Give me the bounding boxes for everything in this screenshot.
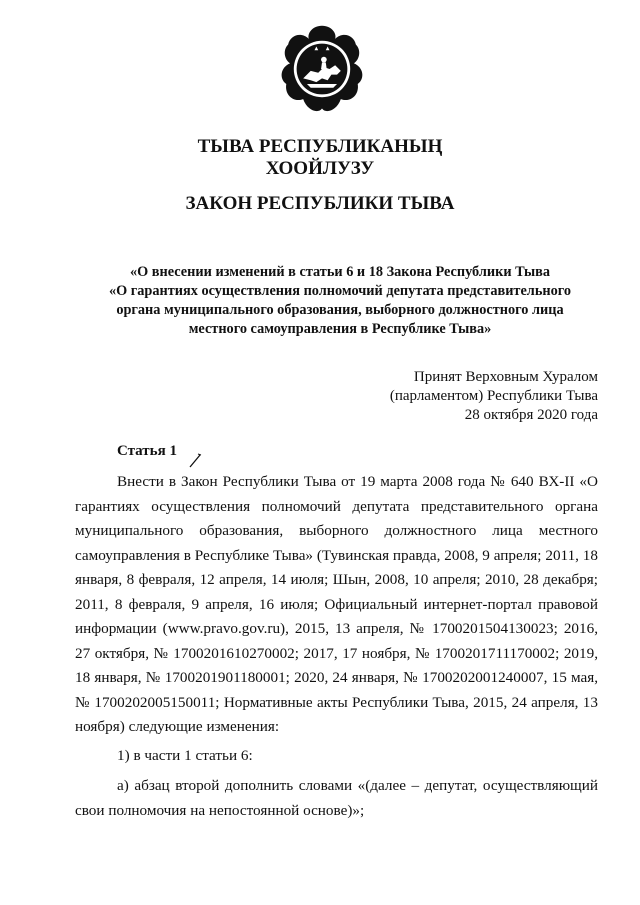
- article-body: [75, 470, 598, 823]
- subject-line: местного самоуправления в Республике Тыва»: [188, 321, 492, 337]
- law-subject: [80, 263, 600, 339]
- header-line-1: ТЫВА РЕСПУБЛИКАНЫҢ: [197, 136, 443, 157]
- subject-line: «О гарантиях осуществления полномочий депутата представительного: [108, 283, 572, 299]
- adoption-date: 28 октября 2020 года: [464, 407, 598, 423]
- pen-mark-icon: [188, 452, 202, 468]
- subject-line: органа муниципального образования, выборного должностного лица: [116, 302, 564, 318]
- adoption-line: (парламентом) Республики Тыва: [389, 388, 598, 404]
- header-line-2: ХООЙЛУЗУ: [265, 158, 375, 179]
- adoption-note: [390, 368, 598, 425]
- article-heading: Статья 1: [117, 443, 177, 459]
- article-item-1: 1) в части 1 статьи 6:: [117, 746, 253, 764]
- adoption-line: Принят Верховным Хуралом: [413, 369, 598, 385]
- subject-line: «О внесении изменений в статьи 6 и 18 Закона Республики Тыва: [129, 264, 551, 280]
- tuva-coat-of-arms-icon: [275, 22, 369, 116]
- article-item-1a: а) абзац второй дополнить словами «(далее – депутат, осуществляющий свои полномочия на непостоянной основе)»;: [75, 777, 598, 819]
- article-intro: Внести в Закон Республики Тыва от 19 марта 2008 года № 640 ВХ-II «О гарантиях осуществления полномочий депутата представительного органа муниципального образования, выборного должностного лица местного самоуправления в Республике Тыва» (Тувинская правда, 2008, 9 апреля; 2011, 18 января, 8 февраля, 12 апреля, 14 июля; Шын, 2008, 10 апреля; 2010, 28 декабря; 2011, 8 февраля, 9 апреля, 16 июля; Официальный интернет-портал правовой информации (www.pravo.gov.ru), 2015, 13 апреля, № 1700201504130023; 2016, 27 октября, № 1700201610270002; 2017, 17 ноября, № 1700201711170002; 2019, 18 января, № 1700201901180001; 2020, 24 января, № 1700202001240007, 15 мая, № 1700202005150011; Нормативные акты Республики Тыва, 2015, 24 апреля, 13 ноября) следующие изменения:: [75, 473, 598, 735]
- law-title: ЗАКОН РЕСПУБЛИКИ ТЫВА: [185, 193, 455, 214]
